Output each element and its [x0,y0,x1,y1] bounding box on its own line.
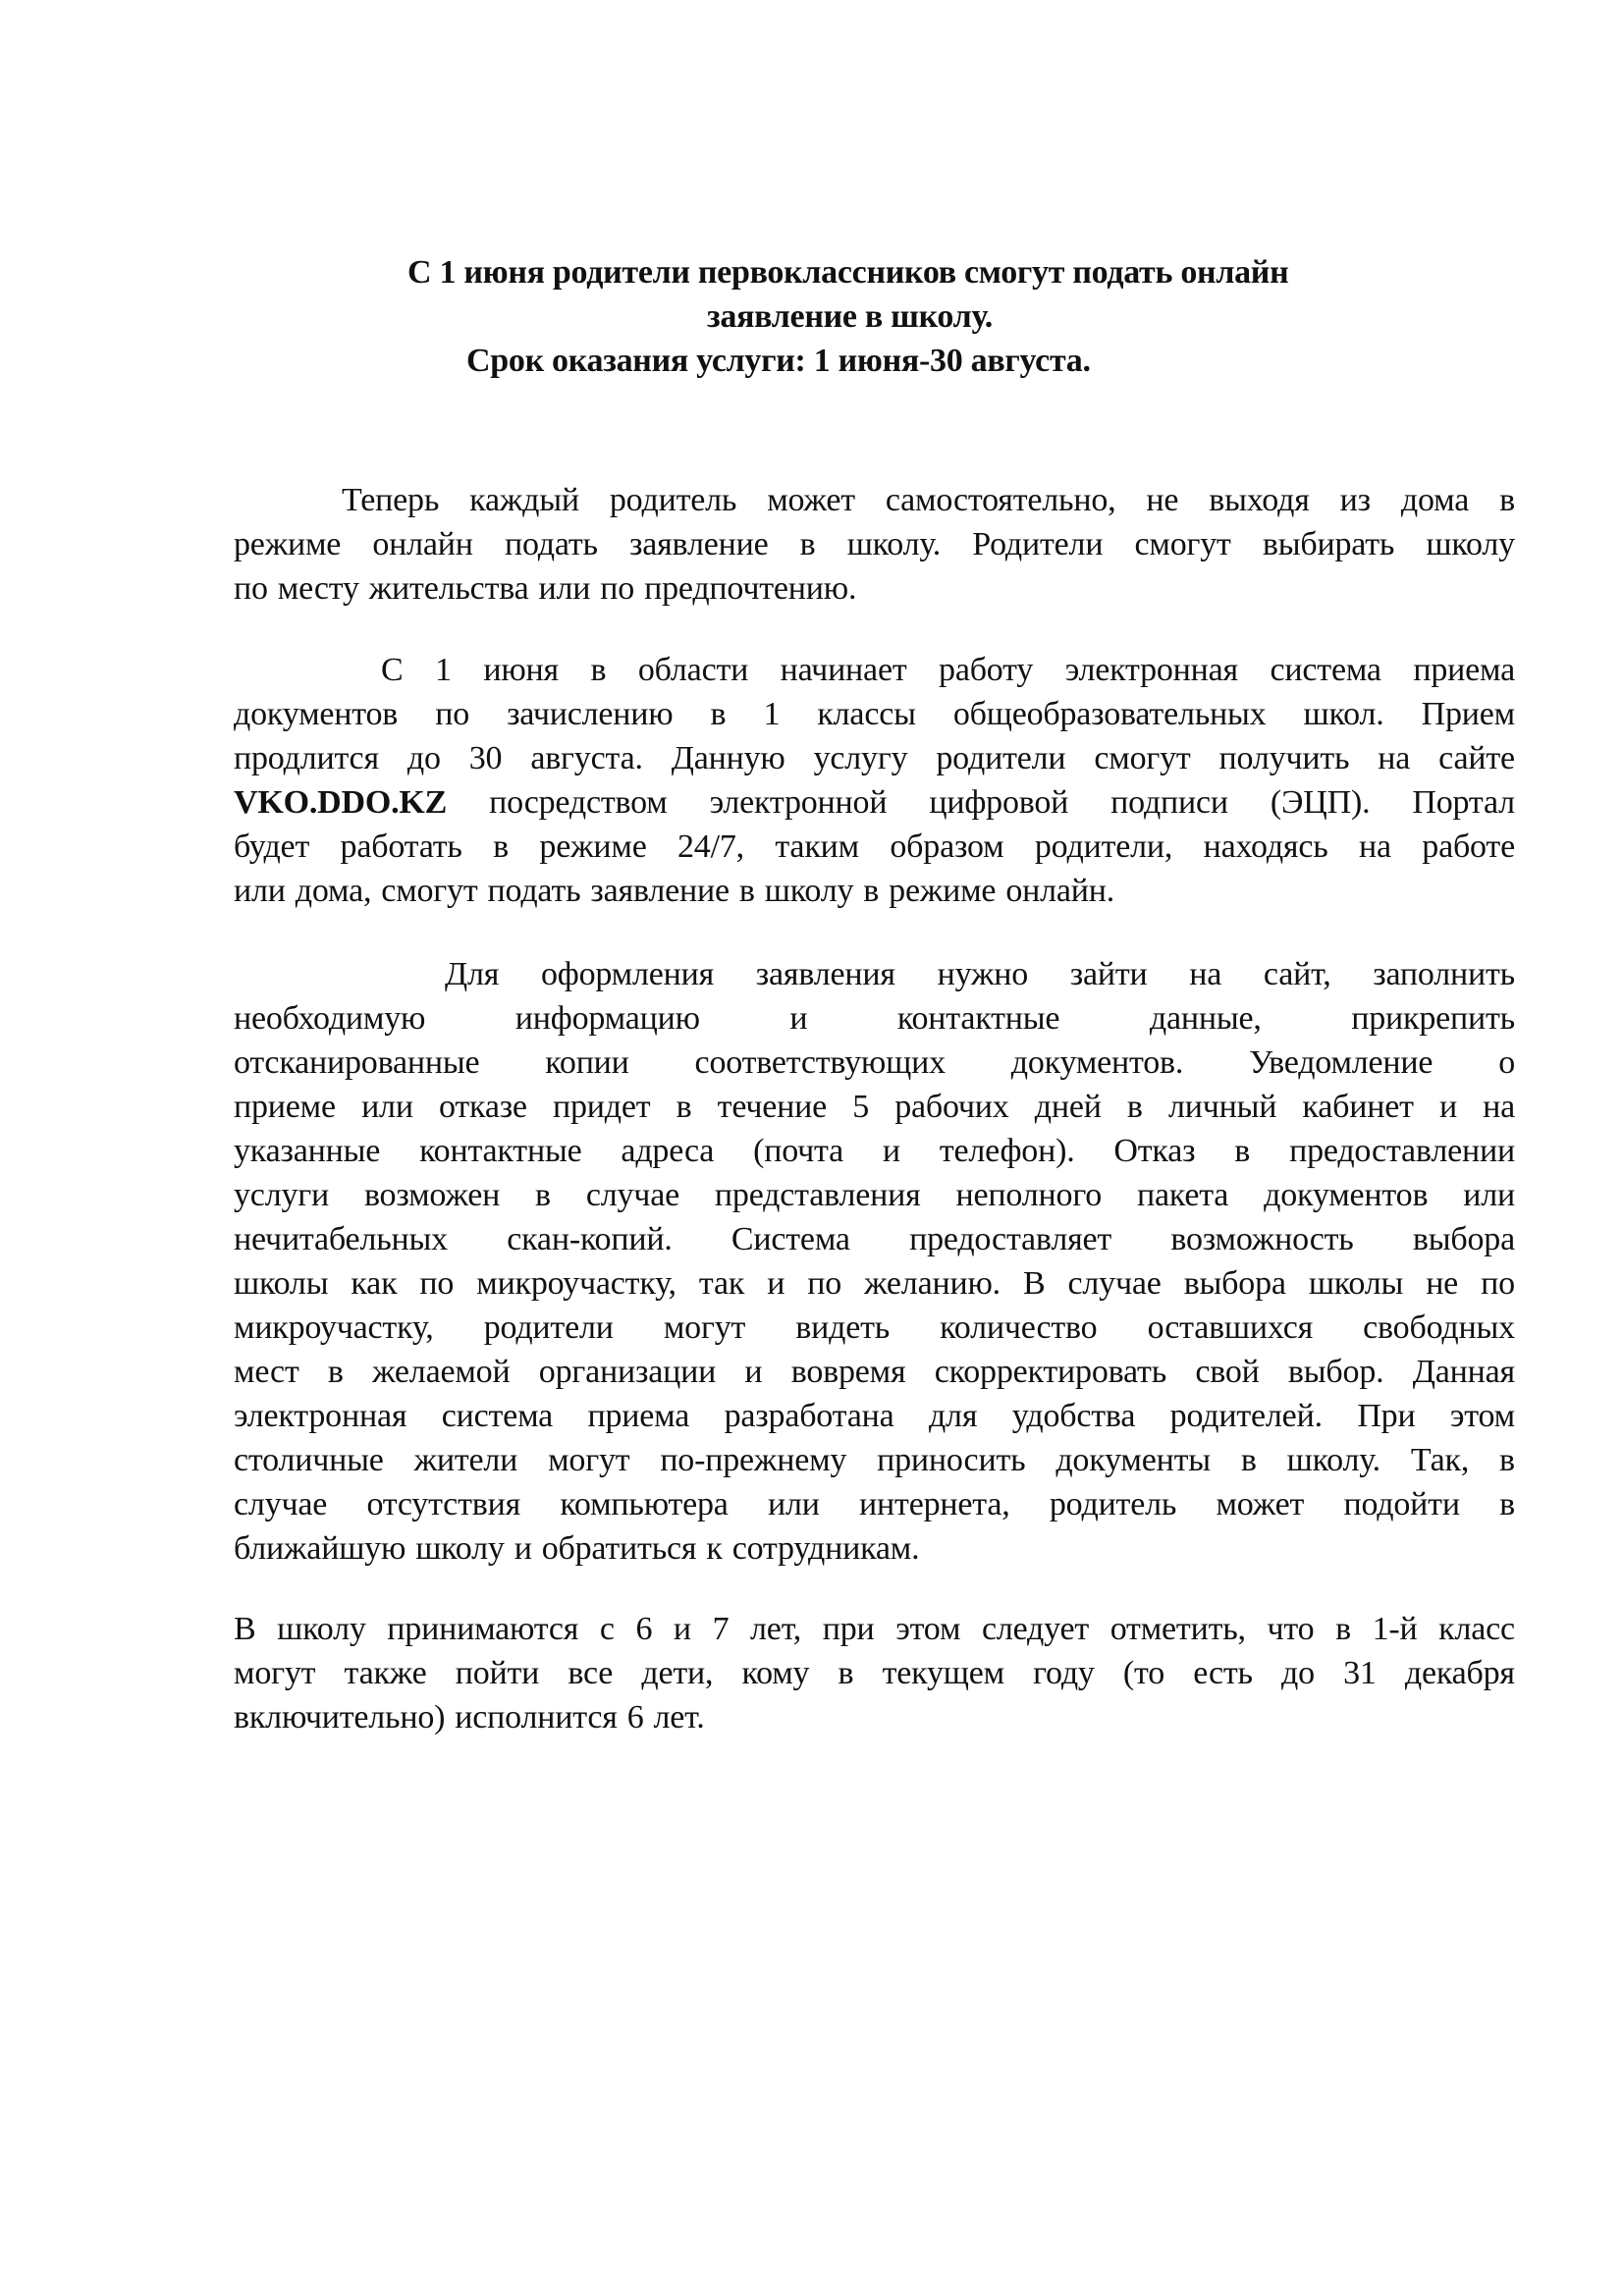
paragraph-line [234,692,1515,736]
word: подойти [1343,1486,1460,1522]
word: принимаются [387,1611,579,1647]
word: году [1033,1655,1095,1691]
word: Для [445,956,500,992]
paragraph-line [234,1261,1515,1306]
word: предоставляет [909,1221,1112,1257]
word: школу [1426,526,1515,562]
word: в [1499,1442,1515,1478]
word: приносить [877,1442,1026,1478]
word: могут [548,1442,630,1478]
word: смогут [381,873,478,909]
word: в [738,873,755,909]
paragraph-line [234,648,1515,692]
word: Данная [1412,1354,1515,1390]
word: электронная [1064,652,1238,688]
word: все [568,1655,614,1691]
word: система [1270,652,1381,688]
word: удобства [1011,1398,1136,1434]
word: в [799,526,816,562]
word: выходя [1209,482,1310,518]
word: отметить, [1109,1611,1246,1647]
word: Родители [972,526,1104,562]
paragraph-line [234,1085,1515,1129]
word: выбор. [1287,1354,1384,1390]
paragraph-line [234,1438,1515,1482]
word: вовремя [790,1354,906,1390]
word: желаемой [372,1354,511,1390]
word: в [327,1354,344,1390]
word: организации [538,1354,717,1390]
word: школ. [1303,696,1384,732]
word: информацию [514,1000,700,1037]
paragraph-system-info [234,648,1515,913]
word: указанные [234,1133,381,1169]
word: ближайшую [234,1530,406,1567]
word: может [767,482,855,518]
word: электронная [234,1398,407,1434]
word: выбора [1412,1221,1515,1257]
word: неполного [955,1177,1103,1213]
word: в [1240,1442,1257,1478]
title-line: заявление в школу. [707,298,993,335]
word: по [807,1265,842,1302]
word: количество [940,1309,1098,1346]
paragraph-line [234,1607,1515,1651]
word: в [1234,1133,1251,1169]
word: в [863,873,880,909]
word: с [599,1611,615,1647]
word: школу [415,1530,505,1567]
word: документов. [1010,1044,1184,1081]
word: Данную [671,740,785,776]
paragraph-line [234,1173,1515,1217]
word: в [710,696,727,732]
word: общеобразовательных [952,696,1267,732]
word: отказе [439,1089,527,1125]
word: пойти [455,1655,540,1691]
word: случае [585,1177,679,1213]
word: декабря [1404,1655,1515,1691]
word: в [1335,1611,1351,1647]
word: по-прежнему [660,1442,847,1478]
word: данные, [1149,1000,1262,1037]
word: отсутствия [366,1486,521,1522]
word: необходимую [234,1000,426,1037]
word: режиме [539,828,647,865]
word: до [406,740,441,776]
word: оставшихся [1147,1309,1314,1346]
word: по [435,696,470,732]
word: и [514,1530,532,1567]
word: или [361,1089,413,1125]
word: приема [587,1398,690,1434]
word: находясь [1203,828,1328,865]
word: по [419,1265,455,1302]
word: также [344,1655,427,1691]
word: дома [1400,482,1470,518]
paragraph-intro [234,478,1515,611]
word: Система [730,1221,850,1257]
word: документов [1264,1177,1429,1213]
word: подать [504,526,598,562]
word: работе [1422,828,1515,865]
word: (почта [753,1133,843,1169]
word: к [706,1530,723,1567]
paragraph-line [234,780,1515,825]
word: 5 [852,1089,870,1125]
word: свой [1195,1354,1260,1390]
word: нечитабельных [234,1221,448,1257]
word: сайт, [1263,956,1331,992]
word: копии [545,1044,629,1081]
word: дома, [295,873,372,909]
paragraph-line [234,522,1515,566]
word: возможен [363,1177,501,1213]
word: будет [234,828,310,865]
word: система [441,1398,554,1434]
word: адреса [621,1133,715,1169]
word: 1-й [1372,1611,1418,1647]
word: что [1267,1611,1315,1647]
word: лет. [653,1699,705,1735]
word: на [1378,740,1411,776]
word: смогут [1134,526,1231,562]
word: мест [234,1354,299,1390]
paragraph-line [234,1526,1515,1571]
word: родители [483,1309,614,1346]
word: родители, [1034,828,1173,865]
word: 1 [435,652,452,688]
word: таким [775,828,859,865]
word: заявления [755,956,895,992]
word: или [538,570,591,607]
word: смогут [1094,740,1191,776]
paragraph-line [234,1695,1515,1739]
word: работать [340,828,462,865]
word: режиме [234,526,342,562]
word: нужно [937,956,1029,992]
word: приеме [234,1089,336,1125]
word: При [1357,1398,1416,1434]
word: по [600,570,635,607]
word: лет, [750,1611,802,1647]
word: 30 [468,740,503,776]
word: школу [764,873,854,909]
word: получить [1218,740,1350,776]
paragraph-line [234,869,1515,913]
word: зайти [1069,956,1148,992]
paragraph-line [234,566,1515,611]
paragraph-line [234,952,1515,996]
word: на [1358,828,1391,865]
word: зачислению [507,696,674,732]
word: придет [553,1089,651,1125]
word: случае [1067,1265,1162,1302]
word: документы [1055,1442,1211,1478]
word: (то [1122,1655,1165,1691]
website-name: VKO.DDO.KZ [234,784,448,821]
word: микроучастку, [476,1265,676,1302]
title-line: С 1 июня родители первоклассников смогут подать онлайн [407,254,1289,291]
word: в [676,1089,692,1125]
word: личный [1167,1089,1277,1125]
paragraph-line [234,1394,1515,1438]
word: в [1499,482,1515,518]
word: этом [1449,1398,1515,1434]
word: Портал [1412,784,1515,821]
word: школу [277,1611,366,1647]
word: В [1023,1265,1046,1302]
word: в [1499,1486,1515,1522]
word: соответствующих [694,1044,946,1081]
word: микроучастку, [234,1309,434,1346]
paragraph-line [234,1350,1515,1394]
word: области [637,652,749,688]
word: на [1189,956,1222,992]
word: предоставлении [1289,1133,1515,1169]
word: возможность [1170,1221,1354,1257]
paragraph-line [234,996,1515,1041]
word: до [1280,1655,1315,1691]
word: или [767,1486,820,1522]
word: школы [234,1265,329,1302]
paragraph-application-steps [234,952,1515,1571]
word: отсканированные [234,1044,480,1081]
word: 7 [712,1611,730,1647]
word: в [535,1177,551,1213]
word: В [234,1611,256,1647]
word: июня [483,652,559,688]
word: родитель [1049,1486,1177,1522]
word: 24/7, [677,828,744,865]
word: подписи [1110,784,1228,821]
paragraph-line [234,478,1515,522]
word: как [351,1265,398,1302]
word: не [1426,1265,1459,1302]
word: для [928,1398,978,1434]
word: кому [741,1655,810,1691]
document-title [295,250,1473,383]
word: самостоятельно, [885,482,1116,518]
paragraph-line [234,1306,1515,1350]
word: работу [939,652,1034,688]
word: могут [663,1309,746,1346]
word: в [838,1655,854,1691]
word: приема [1413,652,1515,688]
word: августа. [530,740,643,776]
word: сотрудникам. [731,1530,920,1567]
word: исполнится [455,1699,618,1735]
word: жительства [368,570,529,607]
word: родители [936,740,1066,776]
paragraph-line [234,1041,1515,1085]
word: образом [890,828,1004,865]
paragraph-line [234,1482,1515,1526]
word: компьютера [560,1486,729,1522]
word: предпочтению. [644,570,857,607]
word: могут [234,1655,316,1691]
word: скорректировать [934,1354,1167,1390]
word: цифровой [929,784,1069,821]
word: из [1339,482,1371,518]
word: Уведомление [1249,1044,1434,1081]
word: так [698,1265,745,1302]
word: на [1483,1089,1515,1125]
word: включительно) [234,1699,446,1735]
word: Отказ [1113,1133,1196,1169]
word: заявление [590,873,730,909]
word: текущем [882,1655,1004,1691]
word: пакета [1136,1177,1229,1213]
word: онлайн [372,526,473,562]
word: и [767,1265,785,1302]
word: оформления [540,956,715,992]
word: по [1481,1265,1515,1302]
word: в [590,652,607,688]
word: или [1463,1177,1515,1213]
word: телефон). [939,1133,1075,1169]
word: скан-копий. [507,1221,673,1257]
word: заполнить [1373,956,1515,992]
word: представления [714,1177,921,1213]
word: видеть [795,1309,891,1346]
word: онлайн. [1005,873,1115,909]
word: документов [234,696,399,732]
paragraph-age-requirements [234,1607,1515,1739]
word: и [673,1611,691,1647]
word: по [234,570,268,607]
word: в [493,828,509,865]
word: может [1216,1486,1305,1522]
word: течение [717,1089,828,1125]
word: и [789,1000,808,1037]
word: 31 [1343,1655,1377,1691]
word: школы [1308,1265,1404,1302]
word: желанию. [864,1265,1001,1302]
word: С [381,652,404,688]
word: Теперь [342,482,440,518]
word: 6 [635,1611,653,1647]
word: контактные [896,1000,1060,1037]
word: разработана [724,1398,894,1434]
word: контактные [419,1133,582,1169]
word: электронной [709,784,888,821]
word: классы [817,696,916,732]
word: заявление [629,526,769,562]
word: сайте [1438,740,1515,776]
word: выбирать [1262,526,1395,562]
word: есть [1193,1655,1253,1691]
word: каждый [469,482,579,518]
word: школу. [846,526,942,562]
word: или [234,873,286,909]
word: жители [413,1442,518,1478]
word: прикрепить [1351,1000,1515,1037]
service-period-line: Срок оказания услуги: 1 июня-30 августа. [466,343,1091,379]
word: режиме [889,873,997,909]
word: месту [277,570,359,607]
paragraph-line [234,825,1515,869]
word: столичные [234,1442,384,1478]
word: свободных [1363,1309,1515,1346]
word: (ЭЦП). [1270,784,1371,821]
word: при [822,1611,875,1647]
word: родитель [609,482,737,518]
word: кабинет [1302,1089,1414,1125]
word: обратиться [541,1530,697,1567]
word: о [1498,1044,1515,1081]
word: школу. [1286,1442,1380,1478]
word: посредством [489,784,668,821]
paragraph-line [234,1651,1515,1695]
word: Так, [1410,1442,1470,1478]
word: начинает [780,652,907,688]
word: 6 [626,1699,644,1735]
word: не [1146,482,1179,518]
word: выбора [1183,1265,1286,1302]
word: и [882,1133,900,1169]
word: дети, [641,1655,714,1691]
word: и [1438,1089,1457,1125]
word: услугу [813,740,908,776]
word: в [1126,1089,1143,1125]
word: Прием [1421,696,1515,732]
word: класс [1438,1611,1515,1647]
word: подать [487,873,581,909]
word: 1 [763,696,781,732]
word: этом [895,1611,961,1647]
word: дней [1034,1089,1102,1125]
word: услуги [234,1177,329,1213]
word: и [744,1354,763,1390]
word: случае [234,1486,328,1522]
word: интернета, [859,1486,1010,1522]
paragraph-line [234,1217,1515,1261]
word: продлится [234,740,379,776]
word: родителей. [1169,1398,1323,1434]
word: следует [981,1611,1090,1647]
word: рабочих [894,1089,1009,1125]
paragraph-line [234,1129,1515,1173]
paragraph-line [234,736,1515,780]
